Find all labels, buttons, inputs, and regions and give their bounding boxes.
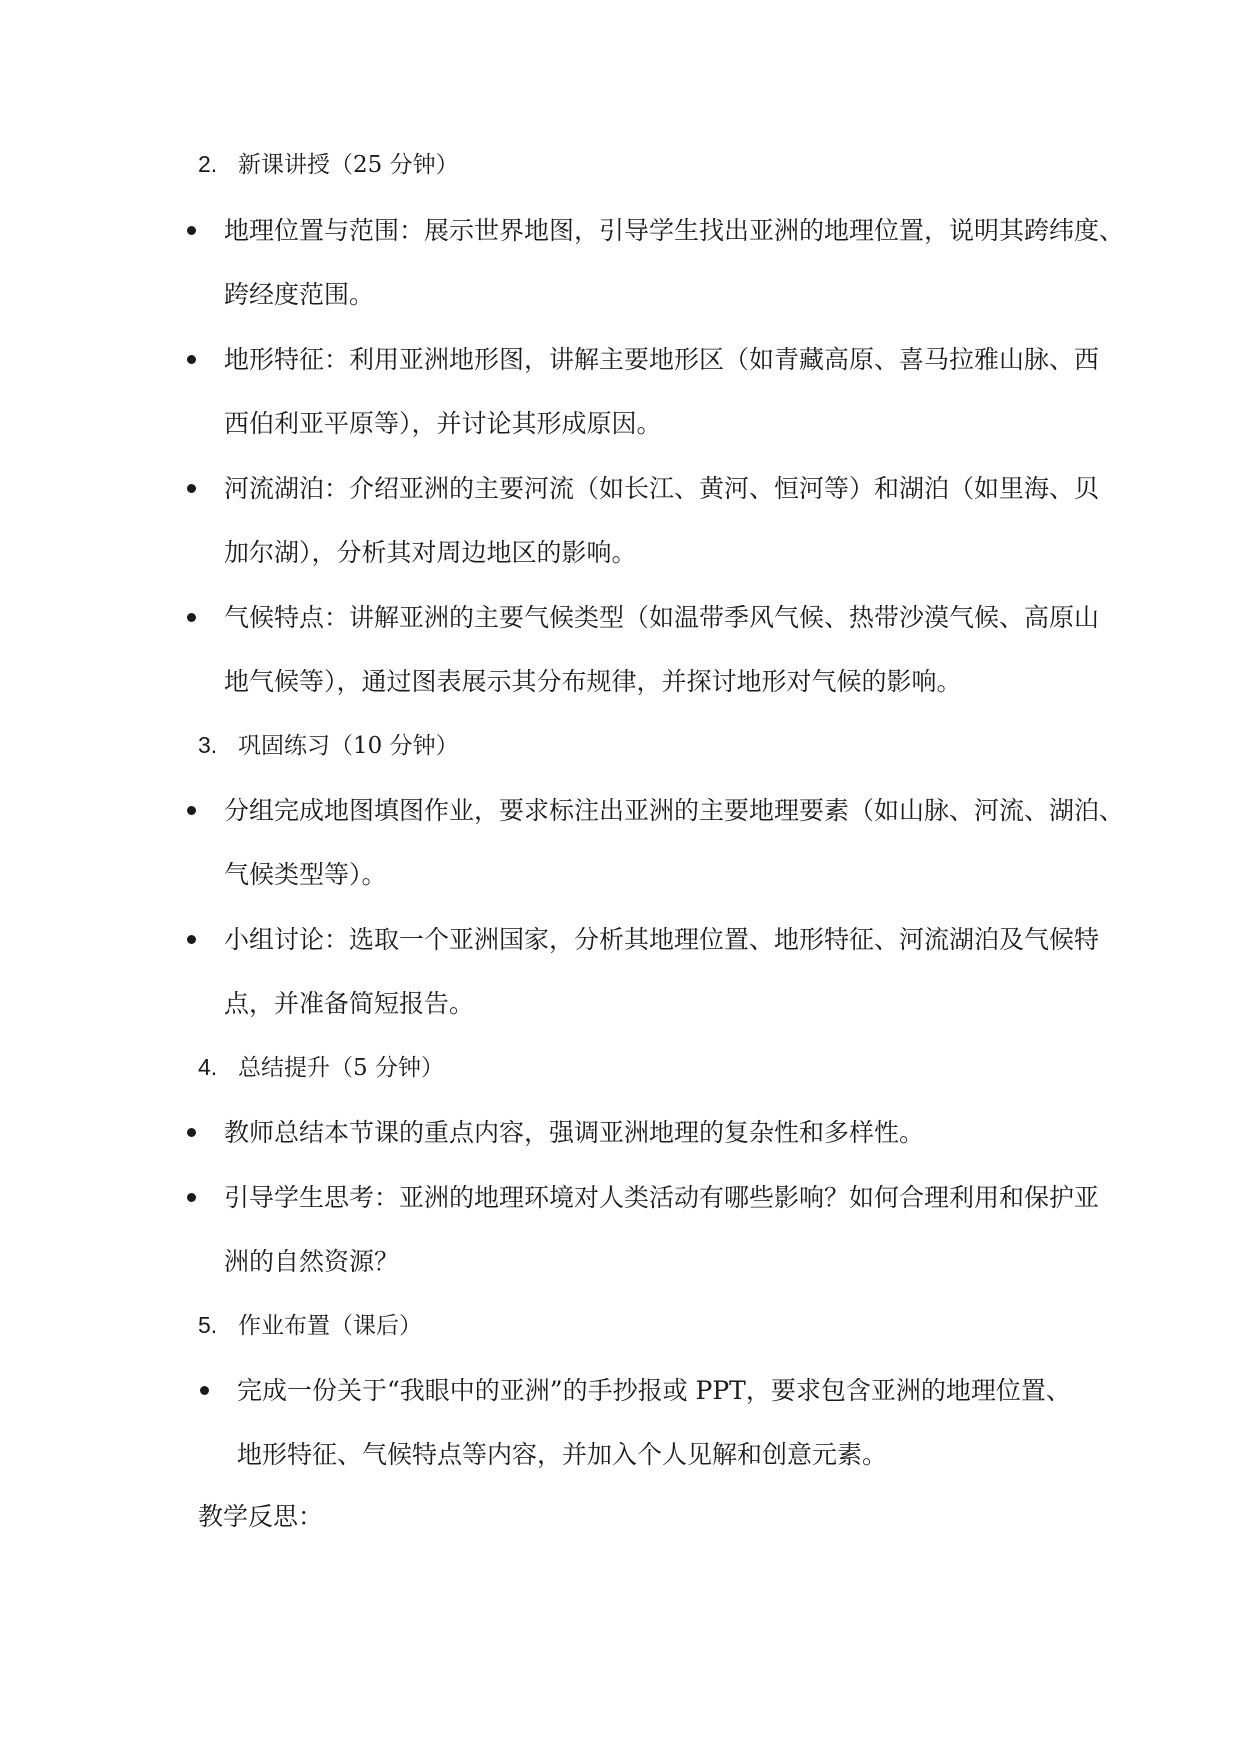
bullet-icon [187, 935, 196, 944]
list-item-line: 教师总结本节课的重点内容，强调亚洲地理的复杂性和多样性。 [224, 1118, 925, 1147]
list-item-line: 地理位置与范围：展示世界地图，引导学生找出亚洲的地理位置，说明其跨纬度、 [224, 216, 1125, 245]
list-item-line: 洲的自然资源？ [224, 1247, 400, 1276]
list-item-line: 小组讨论：选取一个亚洲国家，分析其地理位置、地形特征、河流湖泊及气候特 [224, 925, 1100, 954]
list-item-line: 气候特点：讲解亚洲的主要气候类型（如温带季风气候、热带沙漠气候、高原山 [224, 603, 1100, 632]
list-item-line: 完成一份关于“我眼中的亚洲”的手抄报或 PPT，要求包含亚洲的地理位置、 [237, 1376, 1071, 1405]
list-item-line: 地形特征：利用亚洲地形图，讲解主要地形区（如青藏高原、喜马拉雅山脉、西 [224, 345, 1100, 374]
list-item-line: 西伯利亚平原等），并讨论其形成原因。 [224, 409, 662, 438]
section-number: 2. [198, 151, 218, 177]
list-item-line: 点，并准备简短报告。 [224, 989, 475, 1018]
list-item-line: 地气候等），通过图表展示其分布规律，并探讨地形对气候的影响。 [224, 667, 962, 696]
list-item-line: 加尔湖），分析其对周边地区的影响。 [224, 538, 637, 567]
bullet-icon [187, 806, 196, 815]
section-number: 4. [198, 1054, 218, 1080]
section-heading-3 [198, 731, 459, 760]
bullet-icon [187, 226, 196, 235]
list-item-line: 引导学生思考：亚洲的地理环境对人类活动有哪些影响？如何合理利用和保护亚 [224, 1183, 1100, 1212]
bullet-icon [187, 1193, 196, 1202]
bullet-icon [187, 484, 196, 493]
bullet-icon [187, 355, 196, 364]
section-title: 新课讲授（25 分钟） [238, 152, 459, 178]
list-item-line: 气候类型等）。 [224, 860, 387, 889]
section-title: 总结提升（5 分钟） [238, 1055, 444, 1081]
section-number: 3. [198, 732, 218, 758]
list-item-line: 分组完成地图填图作业，要求标注出亚洲的主要地理要素（如山脉、河流、湖泊、 [224, 796, 1125, 825]
section-title: 作业布置（课后） [238, 1313, 422, 1339]
section-heading-4 [198, 1053, 444, 1082]
list-item-line: 河流湖泊：介绍亚洲的主要河流（如长江、黄河、恒河等）和湖泊（如里海、贝 [224, 474, 1100, 503]
bullet-icon [187, 1128, 196, 1137]
section-heading-5 [198, 1311, 422, 1340]
list-item-line: 跨经度范围。 [224, 280, 375, 309]
section-title: 巩固练习（10 分钟） [238, 733, 459, 759]
section-heading-2 [198, 150, 459, 179]
reflection-label: 教学反思： [198, 1502, 324, 1531]
section-number: 5. [198, 1312, 218, 1338]
bullet-icon [200, 1386, 209, 1395]
bullet-icon [187, 613, 196, 622]
list-item-line: 地形特征、气候特点等内容，并加入个人见解和创意元素。 [237, 1440, 888, 1469]
